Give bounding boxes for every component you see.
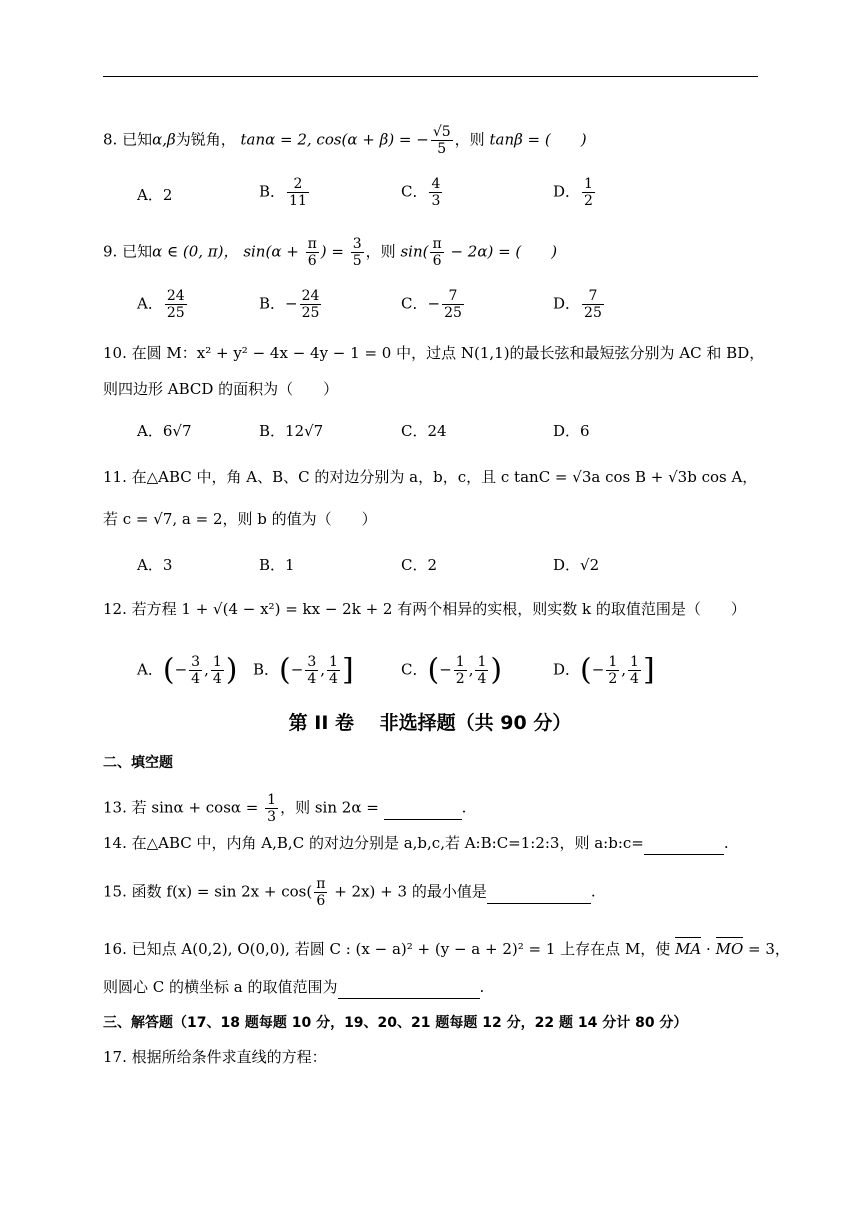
question-15: 15. 函数 f(x) = sin 2x + cos( $\frac{\pi}{6}$ + 2x) + 3 的最小值是 . — [103, 876, 596, 909]
q11-option-c[interactable]: C．2 — [401, 556, 438, 574]
q8-text-mid: 为锐角， — [175, 130, 236, 149]
vector-ma: MA — [675, 940, 702, 958]
q12-option-a[interactable]: A．(− $\frac{3}{4}$ , $\frac{1}{4}$ ) — [137, 652, 238, 688]
q16-answer-blank[interactable] — [338, 976, 480, 999]
header-rule — [103, 76, 758, 77]
q8-ask: tanβ = ( ) — [489, 130, 587, 149]
question-10: 10. 在圆 M：x² + y² − 4x − 4y − 1 = 0 中，过点 N(1,1)的最长弦和最短弦分别为 AC 和 BD， — [103, 344, 765, 362]
q8-option-a[interactable]: A．2 — [137, 186, 173, 204]
q11-option-d[interactable]: D．√2 — [553, 556, 600, 574]
question-10-cont: 则四边形 ABCD 的面积为（ ） — [103, 380, 339, 398]
question-8 — [103, 124, 587, 157]
q12-option-b[interactable]: B．(− $\frac{3}{4}$ , $\frac{1}{4}$ ] — [253, 652, 354, 688]
q10-option-b[interactable]: B．12√7 — [259, 422, 324, 440]
q13-answer-blank[interactable] — [384, 797, 462, 820]
q8-post: ，则 — [454, 130, 485, 149]
section-title: 第 II 卷 非选择题（共 90 分） — [288, 712, 572, 734]
q15-answer-blank[interactable] — [487, 881, 591, 904]
q8-option-b[interactable]: B． $\frac{2}{11}$ — [259, 176, 307, 209]
q9-option-b[interactable]: B．− $\frac{24}{25}$ — [259, 288, 320, 321]
q11-option-a[interactable]: A．3 — [137, 556, 173, 574]
q8-condition: tanα = 2, cos(α + β) = − — [240, 130, 429, 149]
question-17: 17. 根据所给条件求直线的方程： — [103, 1048, 327, 1066]
question-14: 14. 在△ABC 中，内角 A,B,C 的对边分别是 a,b,c,若 A:B:C=1:2:3，则 a:b:c= . — [103, 832, 729, 855]
question-13: 13. 若 sinα + cosα = $\frac{1}{3}$ ，则 sin 2α = . — [103, 792, 467, 825]
q14-answer-blank[interactable] — [644, 832, 724, 855]
question-9: 9. 已知α ∈ (0, π)， sin(α + $\frac{\pi}{6}$ ) = $\frac{3}{5}$ ，则 sin( $\frac{\pi}{6}$ − 2α) = ( ) — [103, 236, 558, 269]
q12-option-d[interactable]: D．(− $\frac{1}{2}$ , $\frac{1}{4}$ ] — [553, 652, 655, 688]
q8-option-d[interactable]: D． $\frac{1}{2}$ — [553, 176, 593, 209]
q8-number: 8. — [103, 130, 118, 149]
heading-fill-blank: 二、填空题 — [103, 755, 173, 771]
q12-option-c[interactable]: C．(− $\frac{1}{2}$ , $\frac{1}{4}$ ) — [401, 652, 503, 688]
q8-vars: α,β — [152, 130, 176, 149]
vector-mo: MO — [715, 940, 744, 958]
question-16-cont: 则圆心 C 的横坐标 a 的取值范围为 . — [103, 976, 484, 999]
question-16: 16. 已知点 A(0,2), O(0,0), 若圆 C : (x − a)² + (y − a + 2)² = 1 上存在点 M，使 MA · MO = 3， — [103, 940, 790, 958]
q8-text: 已知 — [122, 130, 153, 149]
q9-option-c[interactable]: C．− $\frac{7}{25}$ — [401, 288, 462, 321]
q9-option-d[interactable]: D． $\frac{7}{25}$ — [553, 288, 602, 321]
q10-option-a[interactable]: A．6√7 — [137, 422, 192, 440]
question-11: 11. 在△ABC 中，角 A、B、C 的对边分别为 a，b，c，且 c tanC = √3a cos B + √3b cos A， — [103, 468, 758, 486]
q10-option-c[interactable]: C．24 — [401, 422, 447, 440]
question-12: 12. 若方程 1 + √(4 − x²) = kx − 2k + 2 有两个相异的实根，则实数 k 的取值范围是（ ） — [103, 600, 746, 618]
q9-option-a[interactable]: A． $\frac{24}{25}$ — [137, 288, 185, 321]
q10-option-d[interactable]: D．6 — [553, 422, 590, 440]
question-11-cont: 若 c = √7, a = 2，则 b 的值为（ ） — [103, 510, 377, 528]
q8-option-c[interactable]: C． $\frac{4}{3}$ — [401, 176, 441, 209]
heading-answer-section: 三、解答题（17、18 题每题 10 分，19、20、21 题每题 12 分，22 题 14 分计 80 分） — [103, 1015, 688, 1031]
q11-option-b[interactable]: B．1 — [259, 556, 295, 574]
q8-fraction: $\frac{√5}{5}$ — [432, 124, 451, 157]
